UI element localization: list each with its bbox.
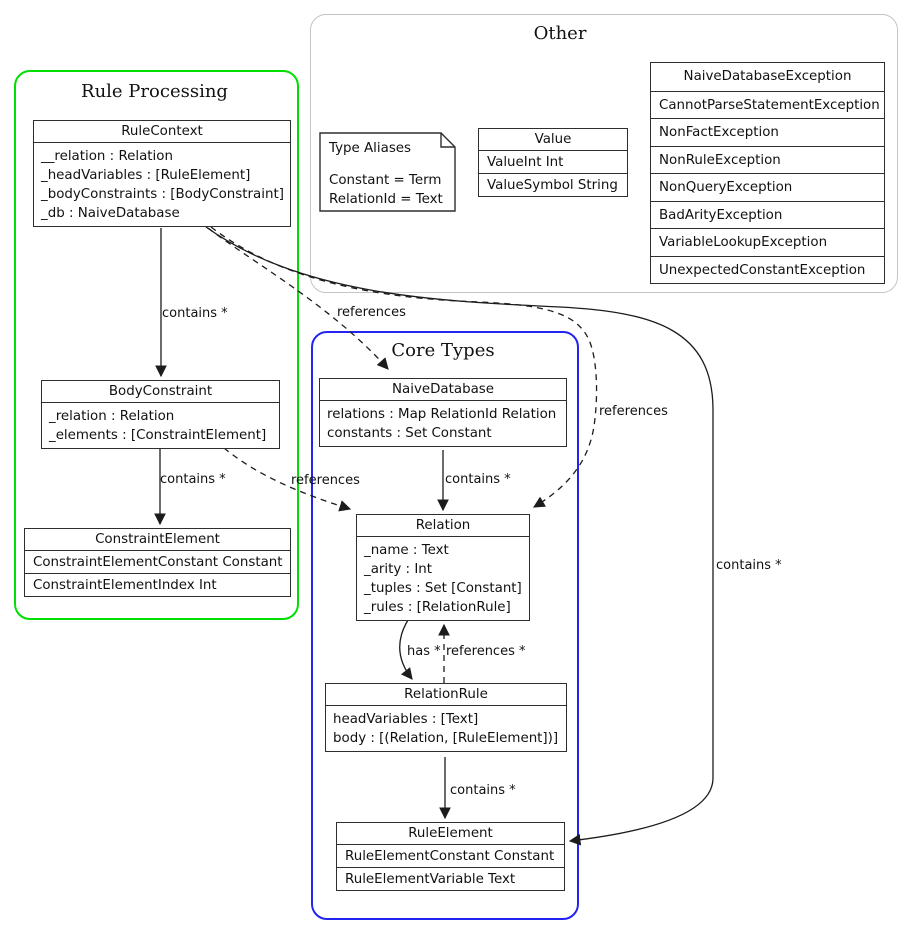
class-relationrule-title: RelationRule <box>326 684 566 706</box>
field: _tuples : Set [Constant] <box>364 581 522 596</box>
class-value-title: Value <box>534 132 572 147</box>
class-relation-fields <box>357 537 529 620</box>
constructor-row: RuleElementConstant Constant <box>337 844 564 867</box>
class-relation-title: Relation <box>357 515 529 537</box>
class-naivedatabaseexception <box>650 62 885 284</box>
note-spacer <box>329 158 456 171</box>
note-content <box>319 132 456 209</box>
class-naivedatabase-title: NaiveDatabase <box>320 379 566 401</box>
constructor-row: ConstraintElementConstant Constant <box>25 550 290 573</box>
constructor-row: ValueSymbol String <box>479 173 627 196</box>
class-bodyconstraint <box>41 380 280 449</box>
field: relations : Map RelationId Relation <box>327 407 557 422</box>
exception-row: BadArityException <box>651 201 884 229</box>
class-naivedatabase <box>319 378 567 447</box>
group-title-other: Other <box>533 23 587 44</box>
class-value <box>478 128 628 197</box>
field: headVariables : [Text] <box>333 712 479 727</box>
note-type-aliases <box>319 132 456 212</box>
exception-row: CannotParseStatementException <box>651 91 884 119</box>
class-rulecontext-title: RuleContext <box>34 121 290 143</box>
note-title: Type Aliases <box>329 141 412 156</box>
class-relationrule-fields <box>326 706 566 751</box>
group-title-core-types: Core Types <box>391 340 495 361</box>
class-naivedatabase-fields <box>320 401 566 446</box>
edge-label-references: references <box>291 473 360 488</box>
edge-label-contains: contains * <box>160 472 226 487</box>
field: _elements : [ConstraintElement] <box>49 428 267 443</box>
group-title-rule-processing: Rule Processing <box>81 81 228 102</box>
edge-label-contains: contains * <box>450 783 516 798</box>
class-naivedatabaseexception-title: NaiveDatabaseException <box>683 69 852 84</box>
edge-label-references: references * <box>446 644 526 659</box>
exception-row: NonFactException <box>651 118 884 146</box>
constructor-row: ConstraintElementIndex Int <box>25 573 290 596</box>
class-rulecontext <box>33 120 291 227</box>
field: __relation : Relation <box>41 149 173 164</box>
edge-label-contains: contains * <box>716 558 782 573</box>
exception-row: UnexpectedConstantException <box>651 256 884 284</box>
exception-row: NonQueryException <box>651 173 884 201</box>
note-line: RelationId = Text <box>329 192 443 207</box>
edge-label-references: references <box>337 305 406 320</box>
field: _bodyConstraints : [BodyConstraint] <box>41 187 284 202</box>
field: _rules : [RelationRule] <box>364 600 511 615</box>
constructor-row: RuleElementVariable Text <box>337 867 564 890</box>
class-rulecontext-fields <box>34 143 290 226</box>
class-ruleelement <box>336 822 565 891</box>
field: constants : Set Constant <box>327 426 492 441</box>
field: _db : NaiveDatabase <box>41 206 180 221</box>
exception-row: VariableLookupException <box>651 228 884 256</box>
field: _headVariables : [RuleElement] <box>41 168 251 183</box>
edge-label-references: references <box>599 404 668 419</box>
field: body : [(Relation, [RuleElement])] <box>333 731 559 746</box>
field: _name : Text <box>364 543 449 558</box>
class-relation <box>356 514 530 621</box>
note-line: Constant = Term <box>329 173 442 188</box>
class-relationrule <box>325 683 567 752</box>
edge-label-contains: contains * <box>162 306 228 321</box>
class-bodyconstraint-title: BodyConstraint <box>42 381 279 403</box>
field: _relation : Relation <box>49 409 175 424</box>
class-constraintelement <box>24 528 291 597</box>
class-ruleelement-title: RuleElement <box>408 826 493 841</box>
edge-label-contains: contains * <box>445 472 511 487</box>
field: _arity : Int <box>364 562 433 577</box>
class-bodyconstraint-fields <box>42 403 279 448</box>
constructor-row: ValueInt Int <box>479 150 627 173</box>
exception-row: NonRuleException <box>651 146 884 174</box>
edge-label-has: has * <box>407 644 441 659</box>
class-constraintelement-title: ConstraintElement <box>95 532 220 547</box>
